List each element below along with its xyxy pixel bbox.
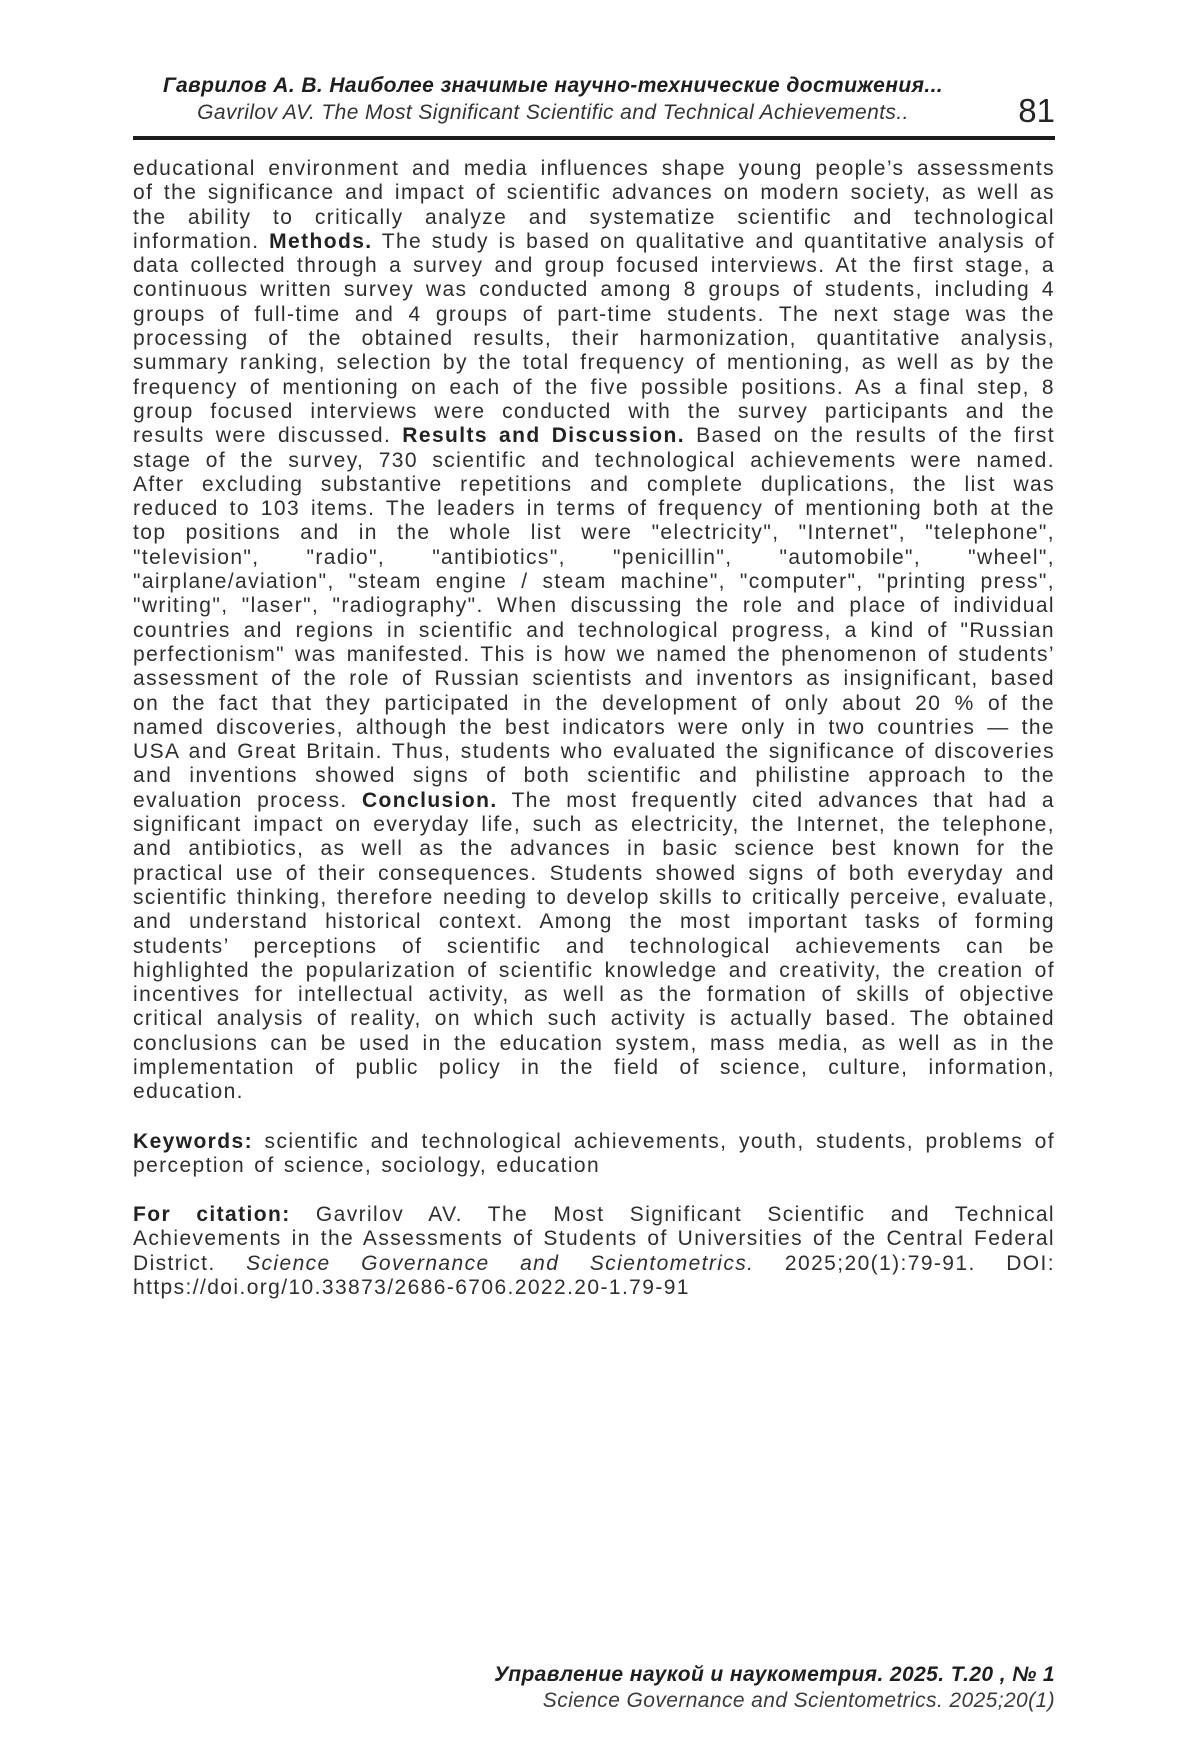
abstract-text bbox=[133, 157, 1055, 1105]
flex-spacer bbox=[133, 1300, 1055, 1662]
abstract-methods-heading: Methods. bbox=[269, 229, 373, 253]
abstract-results-heading: Results and Discussion. bbox=[402, 424, 685, 448]
citation-text: Gavrilov AV. The Most Significant Scientific and Technical Achievements in the Assessments of Students of Universities of the Central Federal District. bbox=[133, 1203, 1056, 1275]
abstract-conclusion-heading: Conclusion. bbox=[361, 788, 498, 812]
running-title-ru: Гаврилов А. В. Наиболее значимые научно-технические достижения... bbox=[162, 74, 944, 97]
keywords-text: scientific and technological achievements, youth, students, problems of perception of science, sociology, education bbox=[133, 1129, 1055, 1177]
running-head bbox=[133, 72, 1055, 129]
abstract-segment: The most frequently cited advances that had a significant impact on everyday life, such as electricity, the Internet, the telephone, and antibiotics, as well as the advances in basic science best known for the practical use of their consequences. Students showed signs of both everyday and scientific thinking, therefore needing to develop skills to critically perceive, evaluate, and understand historical context. Among the most important tasks of forming students’ perceptions of scientific and technological achievements can be highlighted the popularization of scientific knowledge and creativity, the creation of incentives for intellectual activity, as well as the formation of skills of objective critical analysis of reality, on which such activity is actually based. The obtained conclusions can be used in the education system, mass media, as well as in the implementation of public policy in the field of science, culture, information, education. bbox=[133, 788, 1055, 1104]
keywords-paragraph bbox=[133, 1130, 1055, 1179]
citation-journal-name: Science Governance and Scientometrics. bbox=[246, 1251, 755, 1275]
header-rule bbox=[133, 136, 1055, 140]
citation-paragraph bbox=[133, 1203, 1055, 1300]
page-body bbox=[133, 157, 1055, 1300]
running-head-titles bbox=[133, 72, 973, 126]
abstract-segment: Based on the results of the first stage of the survey, 730 scientific and technological achievements were named. After excluding substantive repetitions and complete duplications, the list was reduced to 103 items. The leaders in terms of frequency of mentioning both at the top positions and in the whole list were "electricity", "Internet", "telephone", "television", "radio", "antibiotics", "penicillin", "automobile", "wheel", "airplane/aviation", "steam engine / steam machine", "computer", "printing press", "writing", "laser", "radiography". When discussing the role and place of individual countries and regions in scientific and technological progress, a kind of "Russian perfectionism" was manifested. This is how we named the phenomenon of students’ assessment of the role of Russian scientists and inventors as insignificant, based on the fact that they participated in the development of only about 20 % of the named discoveries, although the best indicators were only in two countries — the USA and Great Britain. Thus, students who evaluated the significance of discoveries and inventions showed signs of both scientific and philistine approach to the evaluation process. bbox=[133, 424, 1055, 812]
footer-journal-en: Science Governance and Scientometrics. 2025;20(1) bbox=[542, 1689, 1055, 1712]
running-title-en: Gavrilov AV. The Most Significant Scientific and Technical Achievements.. bbox=[197, 101, 909, 124]
citation-label: For citation: bbox=[133, 1203, 291, 1227]
abstract-segment: educational environment and media influences shape young people’s assessments of the significance and impact of scientific advances on modern society, as well as the ability to critically analyze and systematize scientific and technological information. bbox=[133, 157, 1055, 253]
page-footer bbox=[133, 1662, 1055, 1714]
citation-doi-text: 2025;20(1):79-91. DOI: https://doi.org/10.33873/2686-6706.2022.20-1.79-91 bbox=[133, 1251, 1055, 1300]
abstract-segment: The study is based on qualitative and quantitative analysis of data collected through a survey and group focused interviews. At the first stage, a continuous written survey was conducted among 8 groups of students, including 4 groups of full-time and 4 groups of part-time students. The next stage was the processing of the obtained results, their harmonization, quantitative analysis, summary ranking, selection by the total frequency of mentioning, as well as by the frequency of mentioning on each of the five possible positions. As a final step, 8 group focused interviews were conducted with the survey participants and the results were discussed. bbox=[133, 229, 1055, 448]
keywords-label: Keywords: bbox=[133, 1129, 253, 1153]
page-number: 81 bbox=[1018, 92, 1055, 129]
footer-journal-ru: Управление наукой и наукометрия. 2025. Т.20 , № 1 bbox=[494, 1663, 1055, 1686]
